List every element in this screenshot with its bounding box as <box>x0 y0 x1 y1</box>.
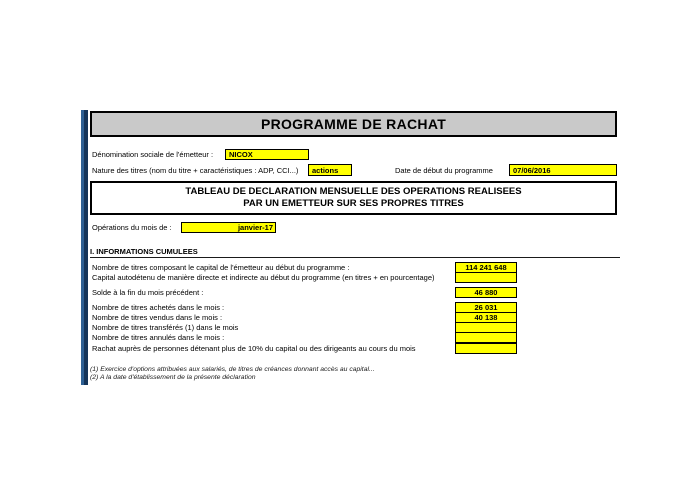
row-label: Capital autodétenu de manière directe et indirecte au début du programme (en titres + en pourcentage) <box>92 273 435 282</box>
row-label: Nombre de titres vendus dans le mois : <box>92 313 223 322</box>
nature-row <box>92 164 298 176</box>
nature-field[interactable]: actions <box>308 164 352 176</box>
row-value-field[interactable]: 114 241 648 <box>455 262 517 273</box>
issuer-row <box>92 149 213 160</box>
footnote-1: (1) Exercice d'options attribuées aux salariés, de titres de créances donnant accès au capital... <box>90 366 375 373</box>
issuer-field[interactable]: NICOX <box>225 149 309 160</box>
row-value-field[interactable] <box>455 332 517 343</box>
row-label: Rachat auprès de personnes détenant plus de 10% du capital ou des dirigeants au cours du mois <box>92 344 416 353</box>
month-row <box>92 222 172 233</box>
row-value-field[interactable] <box>455 343 517 354</box>
page-title: PROGRAMME DE RACHAT <box>260 116 447 132</box>
start-date-row <box>395 164 493 176</box>
row-value-field[interactable]: 46 880 <box>455 287 517 298</box>
declaration-title-line1: TABLEAU DE DECLARATION MENSUELLE DES OPERATIONS REALISEES <box>185 186 522 197</box>
footnote-2: (2) A la date d'établissement de la présente déclaration <box>90 374 256 381</box>
row-label: Nombre de titres composant le capital de l'émetteur au début du programme : <box>92 263 350 272</box>
section-title: I. INFORMATIONS CUMULEES <box>90 247 198 256</box>
nature-label: Nature des titres (nom du titre + caractéristiques : ADP, CCI...) <box>92 165 299 175</box>
month-field[interactable]: janvier-17 <box>181 222 276 233</box>
issuer-label: Dénomination sociale de l'émetteur : <box>92 150 214 159</box>
row-value-field[interactable] <box>455 272 517 283</box>
declaration-title-box <box>90 181 617 215</box>
section-divider <box>90 257 620 258</box>
accent-bar <box>81 110 88 385</box>
row-label: Nombre de titres transférés (1) dans le mois <box>92 323 239 332</box>
page-title-box <box>90 111 617 137</box>
row-label: Solde à la fin du mois précédent : <box>92 288 204 297</box>
row-label: Nombre de titres annulés dans le mois : <box>92 333 225 342</box>
month-label: Opérations du mois de : <box>92 223 172 232</box>
start-date-label: Date de début du programme <box>395 165 493 175</box>
row-value-field[interactable]: 40 138 <box>455 312 517 323</box>
declaration-title-line2: PAR UN EMETTEUR SUR SES PROPRES TITRES <box>243 198 464 209</box>
start-date-field[interactable]: 07/06/2016 <box>509 164 617 176</box>
row-label: Nombre de titres achetés dans le mois : <box>92 303 225 312</box>
row-value-field[interactable]: 26 031 <box>455 302 517 313</box>
